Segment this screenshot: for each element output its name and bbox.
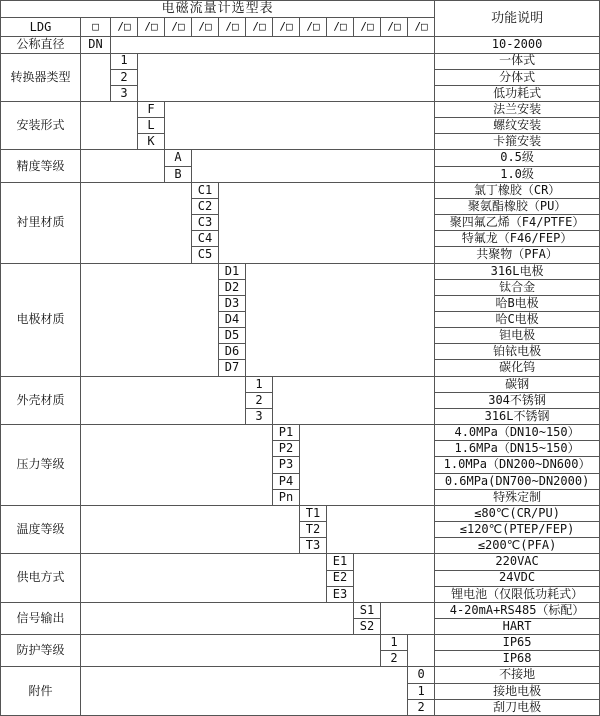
option-desc: 法兰安装	[435, 101, 600, 117]
option-code: E3	[327, 586, 354, 602]
option-desc: 4-20mA+RS485（标配）	[435, 602, 600, 618]
option-desc: 碳钢	[435, 376, 600, 392]
code-slot: /□	[354, 18, 381, 37]
spacer-cell	[300, 425, 435, 506]
option-code: T3	[300, 538, 327, 554]
option-desc: HART	[435, 618, 600, 634]
code-slot: /□	[246, 18, 273, 37]
option-code: D7	[219, 360, 246, 376]
spacer-cell	[81, 182, 192, 263]
option-desc: 4.0MPa（DN10~150）	[435, 425, 600, 441]
option-code: C4	[192, 231, 219, 247]
option-code: D5	[219, 328, 246, 344]
option-code: D4	[219, 312, 246, 328]
option-code: 2	[381, 651, 408, 667]
option-desc: 刮刀电极	[435, 699, 600, 715]
option-code: P4	[273, 473, 300, 489]
option-code: A	[165, 150, 192, 166]
option-code: 3	[246, 408, 273, 424]
spacer-cell	[81, 554, 327, 602]
option-code: C3	[192, 215, 219, 231]
option-code: 1	[381, 635, 408, 651]
code-slot: /□	[165, 18, 192, 37]
option-desc: 304不锈钢	[435, 392, 600, 408]
spacer-cell	[111, 37, 435, 53]
option-code: 1	[111, 53, 138, 69]
option-desc: ≤80℃(CR/PU)	[435, 505, 600, 521]
option-code: D3	[219, 295, 246, 311]
option-desc: 铂铱电极	[435, 344, 600, 360]
section-label-diameter: 公称直径	[1, 37, 81, 53]
option-code: D1	[219, 263, 246, 279]
option-desc: ≤120℃(PTEP/FEP)	[435, 522, 600, 538]
code-box: □	[81, 18, 111, 37]
spacer-cell	[81, 376, 246, 424]
option-desc: 接地电极	[435, 683, 600, 699]
option-desc: 低功耗式	[435, 85, 600, 101]
option-desc: 碳化钨	[435, 360, 600, 376]
option-code: F	[138, 101, 165, 117]
code-slot: /□	[273, 18, 300, 37]
spacer-cell	[246, 263, 435, 376]
code-slot: /□	[192, 18, 219, 37]
option-code: 0	[408, 667, 435, 683]
function-header: 功能说明	[435, 1, 600, 37]
spacer-cell	[165, 101, 435, 149]
section-label: 安装形式	[1, 101, 81, 149]
option-code: 2	[111, 69, 138, 85]
spacer-cell	[81, 602, 354, 634]
option-code: C1	[192, 182, 219, 198]
option-desc: 0.6MPa(DN700~DN2000)	[435, 473, 600, 489]
option-desc: 特殊定制	[435, 489, 600, 505]
spacer-cell	[81, 505, 300, 553]
option-desc: 一体式	[435, 53, 600, 69]
spacer-cell	[219, 182, 435, 263]
option-code: Pn	[273, 489, 300, 505]
option-code: 1	[246, 376, 273, 392]
option-code: 2	[246, 392, 273, 408]
option-desc: 聚氨酯橡胶（PU）	[435, 198, 600, 214]
option-desc: 锂电池（仅限低功耗式）	[435, 586, 600, 602]
section-label: 温度等级	[1, 505, 81, 553]
option-code: E1	[327, 554, 354, 570]
spacer-cell	[81, 635, 381, 667]
table-title: 电磁流量计选型表	[1, 1, 435, 18]
diameter-code: DN	[81, 37, 111, 53]
spacer-cell	[81, 425, 273, 506]
option-code: D2	[219, 279, 246, 295]
option-desc: 0.5级	[435, 150, 600, 166]
option-desc: 特氟龙（F46/FEP）	[435, 231, 600, 247]
spacer-cell	[81, 150, 165, 182]
section-label: 精度等级	[1, 150, 81, 182]
option-desc: 10-2000	[435, 37, 600, 53]
code-slot: /□	[111, 18, 138, 37]
option-desc: 共聚物（PFA）	[435, 247, 600, 263]
section-label: 压力等级	[1, 425, 81, 506]
option-desc: 分体式	[435, 69, 600, 85]
spacer-cell	[327, 505, 435, 553]
code-slot: /□	[381, 18, 408, 37]
option-desc: 220VAC	[435, 554, 600, 570]
code-slot: /□	[219, 18, 246, 37]
spacer-cell	[81, 263, 219, 376]
option-desc: 钛合金	[435, 279, 600, 295]
option-code: P1	[273, 425, 300, 441]
option-code: S1	[354, 602, 381, 618]
code-slot: /□	[300, 18, 327, 37]
option-code: D6	[219, 344, 246, 360]
code-slot: /□	[408, 18, 435, 37]
option-code: B	[165, 166, 192, 182]
spacer-cell	[381, 602, 435, 634]
section-label: 附件	[1, 667, 81, 716]
option-desc: 316L电极	[435, 263, 600, 279]
option-desc: 316L不锈钢	[435, 408, 600, 424]
spacer-cell	[273, 376, 435, 424]
option-desc: ≤200℃(PFA)	[435, 538, 600, 554]
option-code: P2	[273, 441, 300, 457]
option-desc: 聚四氟乙烯（F4/PTFE）	[435, 215, 600, 231]
option-desc: 钽电极	[435, 328, 600, 344]
option-desc: 1.6MPa（DN15~150）	[435, 441, 600, 457]
spacer-cell	[192, 150, 435, 182]
spacer-cell	[81, 101, 138, 149]
option-code: 3	[111, 85, 138, 101]
option-desc: 1.0级	[435, 166, 600, 182]
code-slot: /□	[138, 18, 165, 37]
spacer-cell	[81, 667, 408, 716]
option-code: T2	[300, 522, 327, 538]
section-label: 防护等级	[1, 635, 81, 667]
section-label: 供电方式	[1, 554, 81, 602]
option-code: L	[138, 118, 165, 134]
section-label: 信号输出	[1, 602, 81, 634]
option-desc: IP68	[435, 651, 600, 667]
option-desc: 哈B电极	[435, 295, 600, 311]
option-desc: 螺纹安装	[435, 118, 600, 134]
option-desc: 1.0MPa（DN200~DN600）	[435, 457, 600, 473]
option-desc: 氯丁橡胶（CR）	[435, 182, 600, 198]
option-desc: 哈C电极	[435, 312, 600, 328]
section-label: 电极材质	[1, 263, 81, 376]
option-desc: 24VDC	[435, 570, 600, 586]
option-code: E2	[327, 570, 354, 586]
option-code: C2	[192, 198, 219, 214]
spacer-cell	[408, 635, 435, 667]
option-code: K	[138, 134, 165, 150]
section-label: 转换器类型	[1, 53, 81, 101]
spacer-cell	[138, 53, 435, 101]
spacer-cell	[354, 554, 435, 602]
option-desc: 卡箍安装	[435, 134, 600, 150]
option-code: 2	[408, 699, 435, 715]
option-code: S2	[354, 618, 381, 634]
section-label: 外壳材质	[1, 376, 81, 424]
model-prefix-label: LDG	[1, 18, 81, 37]
option-desc: IP65	[435, 635, 600, 651]
code-slot: /□	[327, 18, 354, 37]
spacer-cell	[81, 53, 111, 101]
option-code: P3	[273, 457, 300, 473]
option-desc: 不接地	[435, 667, 600, 683]
section-label: 衬里材质	[1, 182, 81, 263]
option-code: 1	[408, 683, 435, 699]
option-code: C5	[192, 247, 219, 263]
option-code: T1	[300, 505, 327, 521]
